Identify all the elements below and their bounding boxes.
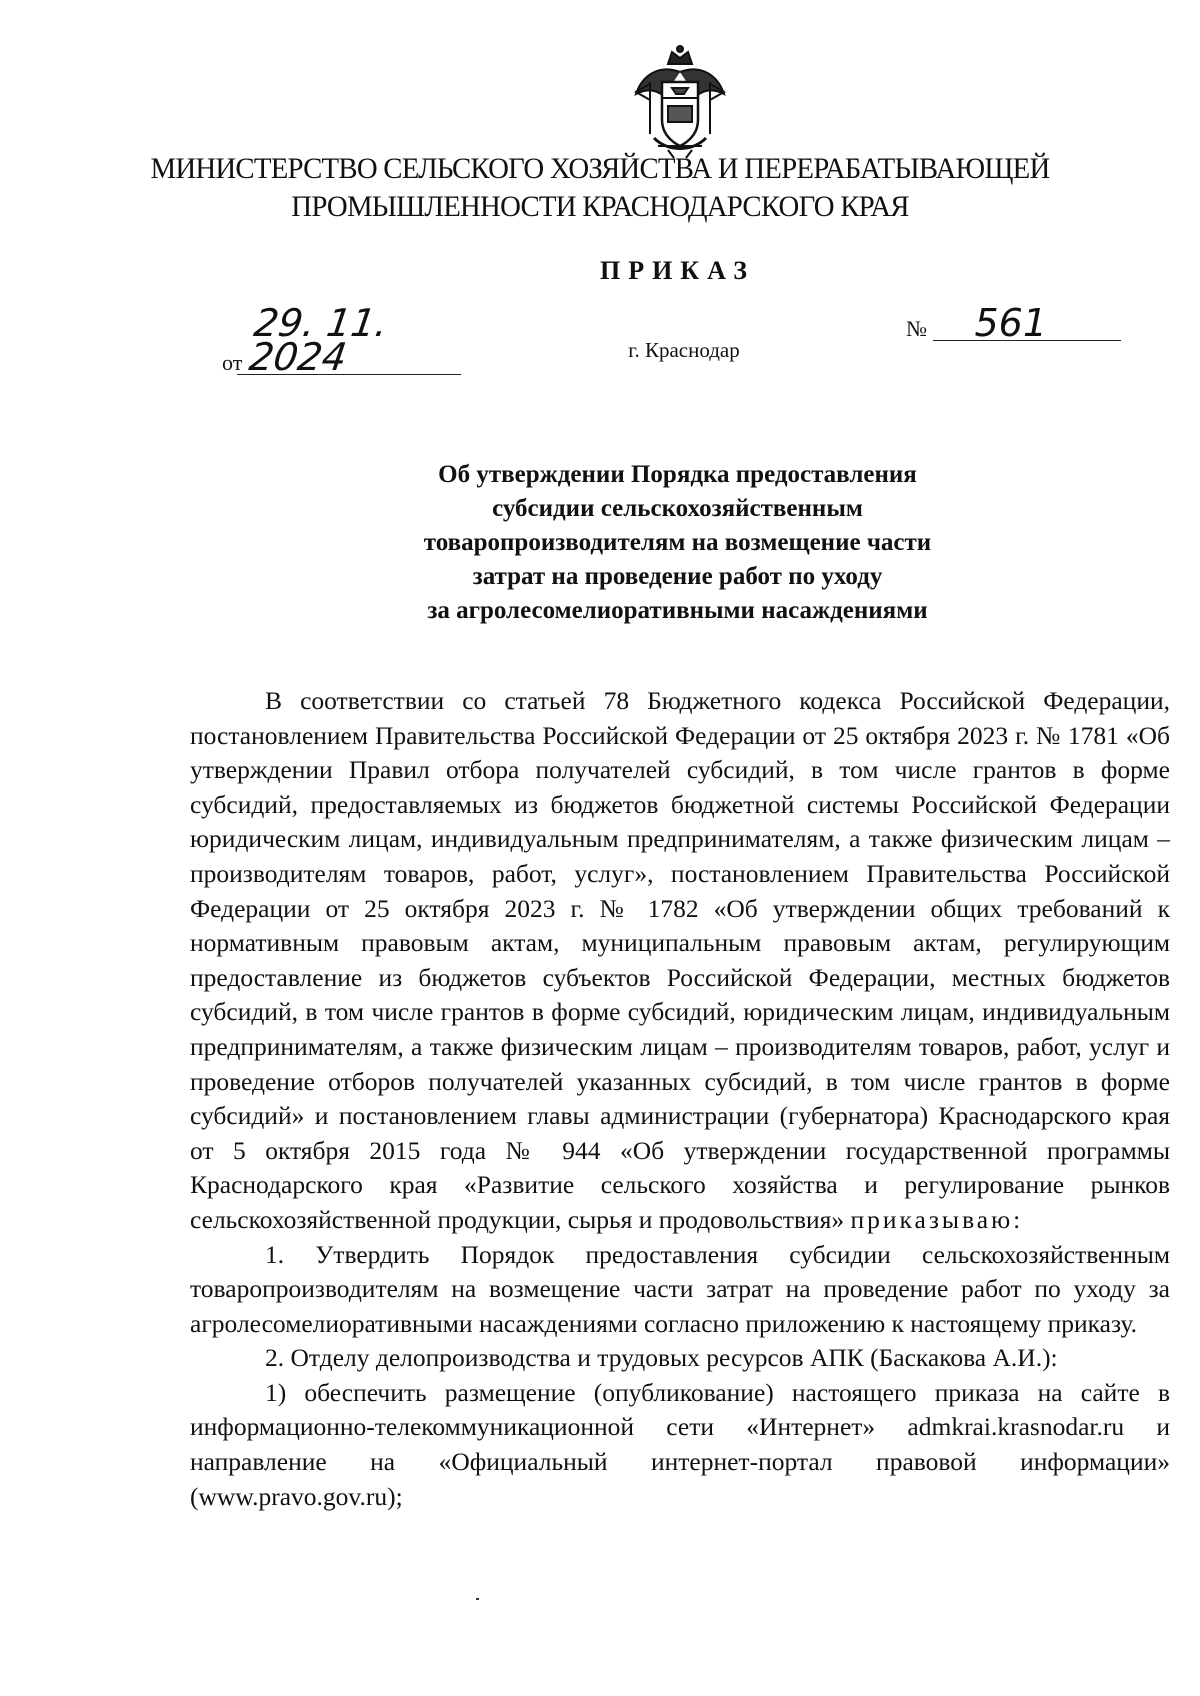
preamble-text: В соответствии со статьей 78 Бюджетного кодекса Российской Федерации, постановлением Правительства Российской Федерации от 25 октября 2023 г. № 1781 «Об утверждении Правил отбора получателей субсидий, в том числе грантов в форме субсидий, предоставляемых из бюджетов бюджетной системы Российской Федерации юридическим лицам, индивидуальным предпринимателям, а также физическим лицам – производителям товаров, работ, услуг», постановлением Правительства Российской Федерации от 25 октября 2023 г. № 1782 «Об утверждении общих требований к нормативным правовым актам, муниципальным правовым актам, регулирующим предоставление из бюджетов субъектов Российской Федерации, местных бюджетов субсидий, в том числе грантов в форме субсидий, юридическим лицам, индивидуальным предпринимателям, а также физическим лицам – производителям товаров, работ, услуг и проведение отборов получателей указанных субсидий, в том числе грантов в форме субсидий» и постановлением главы администрации (губернатора) Краснодарского края от 5 октября 2015 года № 944 «Об утверждении государственной программы Краснодарского края «Развитие сельского хозяйства и регулирование рынков сельскохозяйственной продукции, сырья и продовольствия» [190,686,1170,1234]
scan-speck [476,1598,479,1600]
order-keyword: приказываю: [850,1204,1024,1234]
city: г. Краснодар [628,338,740,362]
title-line-2: субсидии сельскохозяйственным [492,495,863,522]
title-line-4: затрат на проведение работ по уходу [472,563,883,590]
item-2-1-paragraph: 1) обеспечить размещение (опубликование) настоящего приказа на сайте в информационно-телекоммуникационной сети «Интернет» admkrai.krasnodar.ru и направление на «Официальный интернет-портал правовой информации» (www.pravo.gov.ru); [190,1377,1170,1511]
ministry-name-line-2: ПРОМЫШЛЕННОСТИ КРАСНОДАРСКОГО КРАЯ [291,190,909,223]
order-number [906,301,1121,345]
title-line-1: Об утверждении Порядка предоставления [438,461,917,488]
order-body [190,684,1170,1514]
item-2-paragraph: 2. Отделу делопроизводства и трудовых ресурсов АПК (Баскакова А.И.): [265,1343,1058,1373]
order-title [0,458,1200,628]
handwritten-number: 561 [933,306,1121,341]
date-prefix: от [222,350,243,375]
preamble-paragraph [190,684,1170,1238]
title-line-3: товаропроизводителям на возмещение части [423,529,932,556]
title-line-5: за агролесомелиоративными насаждениями [427,597,928,624]
document-type: ПРИКАЗ [599,256,756,285]
item-1-paragraph: 1. Утвердить Порядок предоставления субсидии сельскохозяйственным товаропроизводителям на возмещение части затрат на проведение работ по уходу за агролесомелиоративными насаждениями согласно приложению к настоящему приказу. [190,1239,1170,1338]
coat-of-arms-icon [628,42,732,160]
ministry-name [24,150,1176,226]
number-prefix: № [906,316,927,341]
ministry-name-line-1: МИНИСТЕРСТВО СЕЛЬСКОГО ХОЗЯЙСТВА И ПЕРЕРАБАТЫВАЮЩЕЙ [150,152,1050,185]
handwritten-date: 29. 11. 2024 [237,306,471,375]
